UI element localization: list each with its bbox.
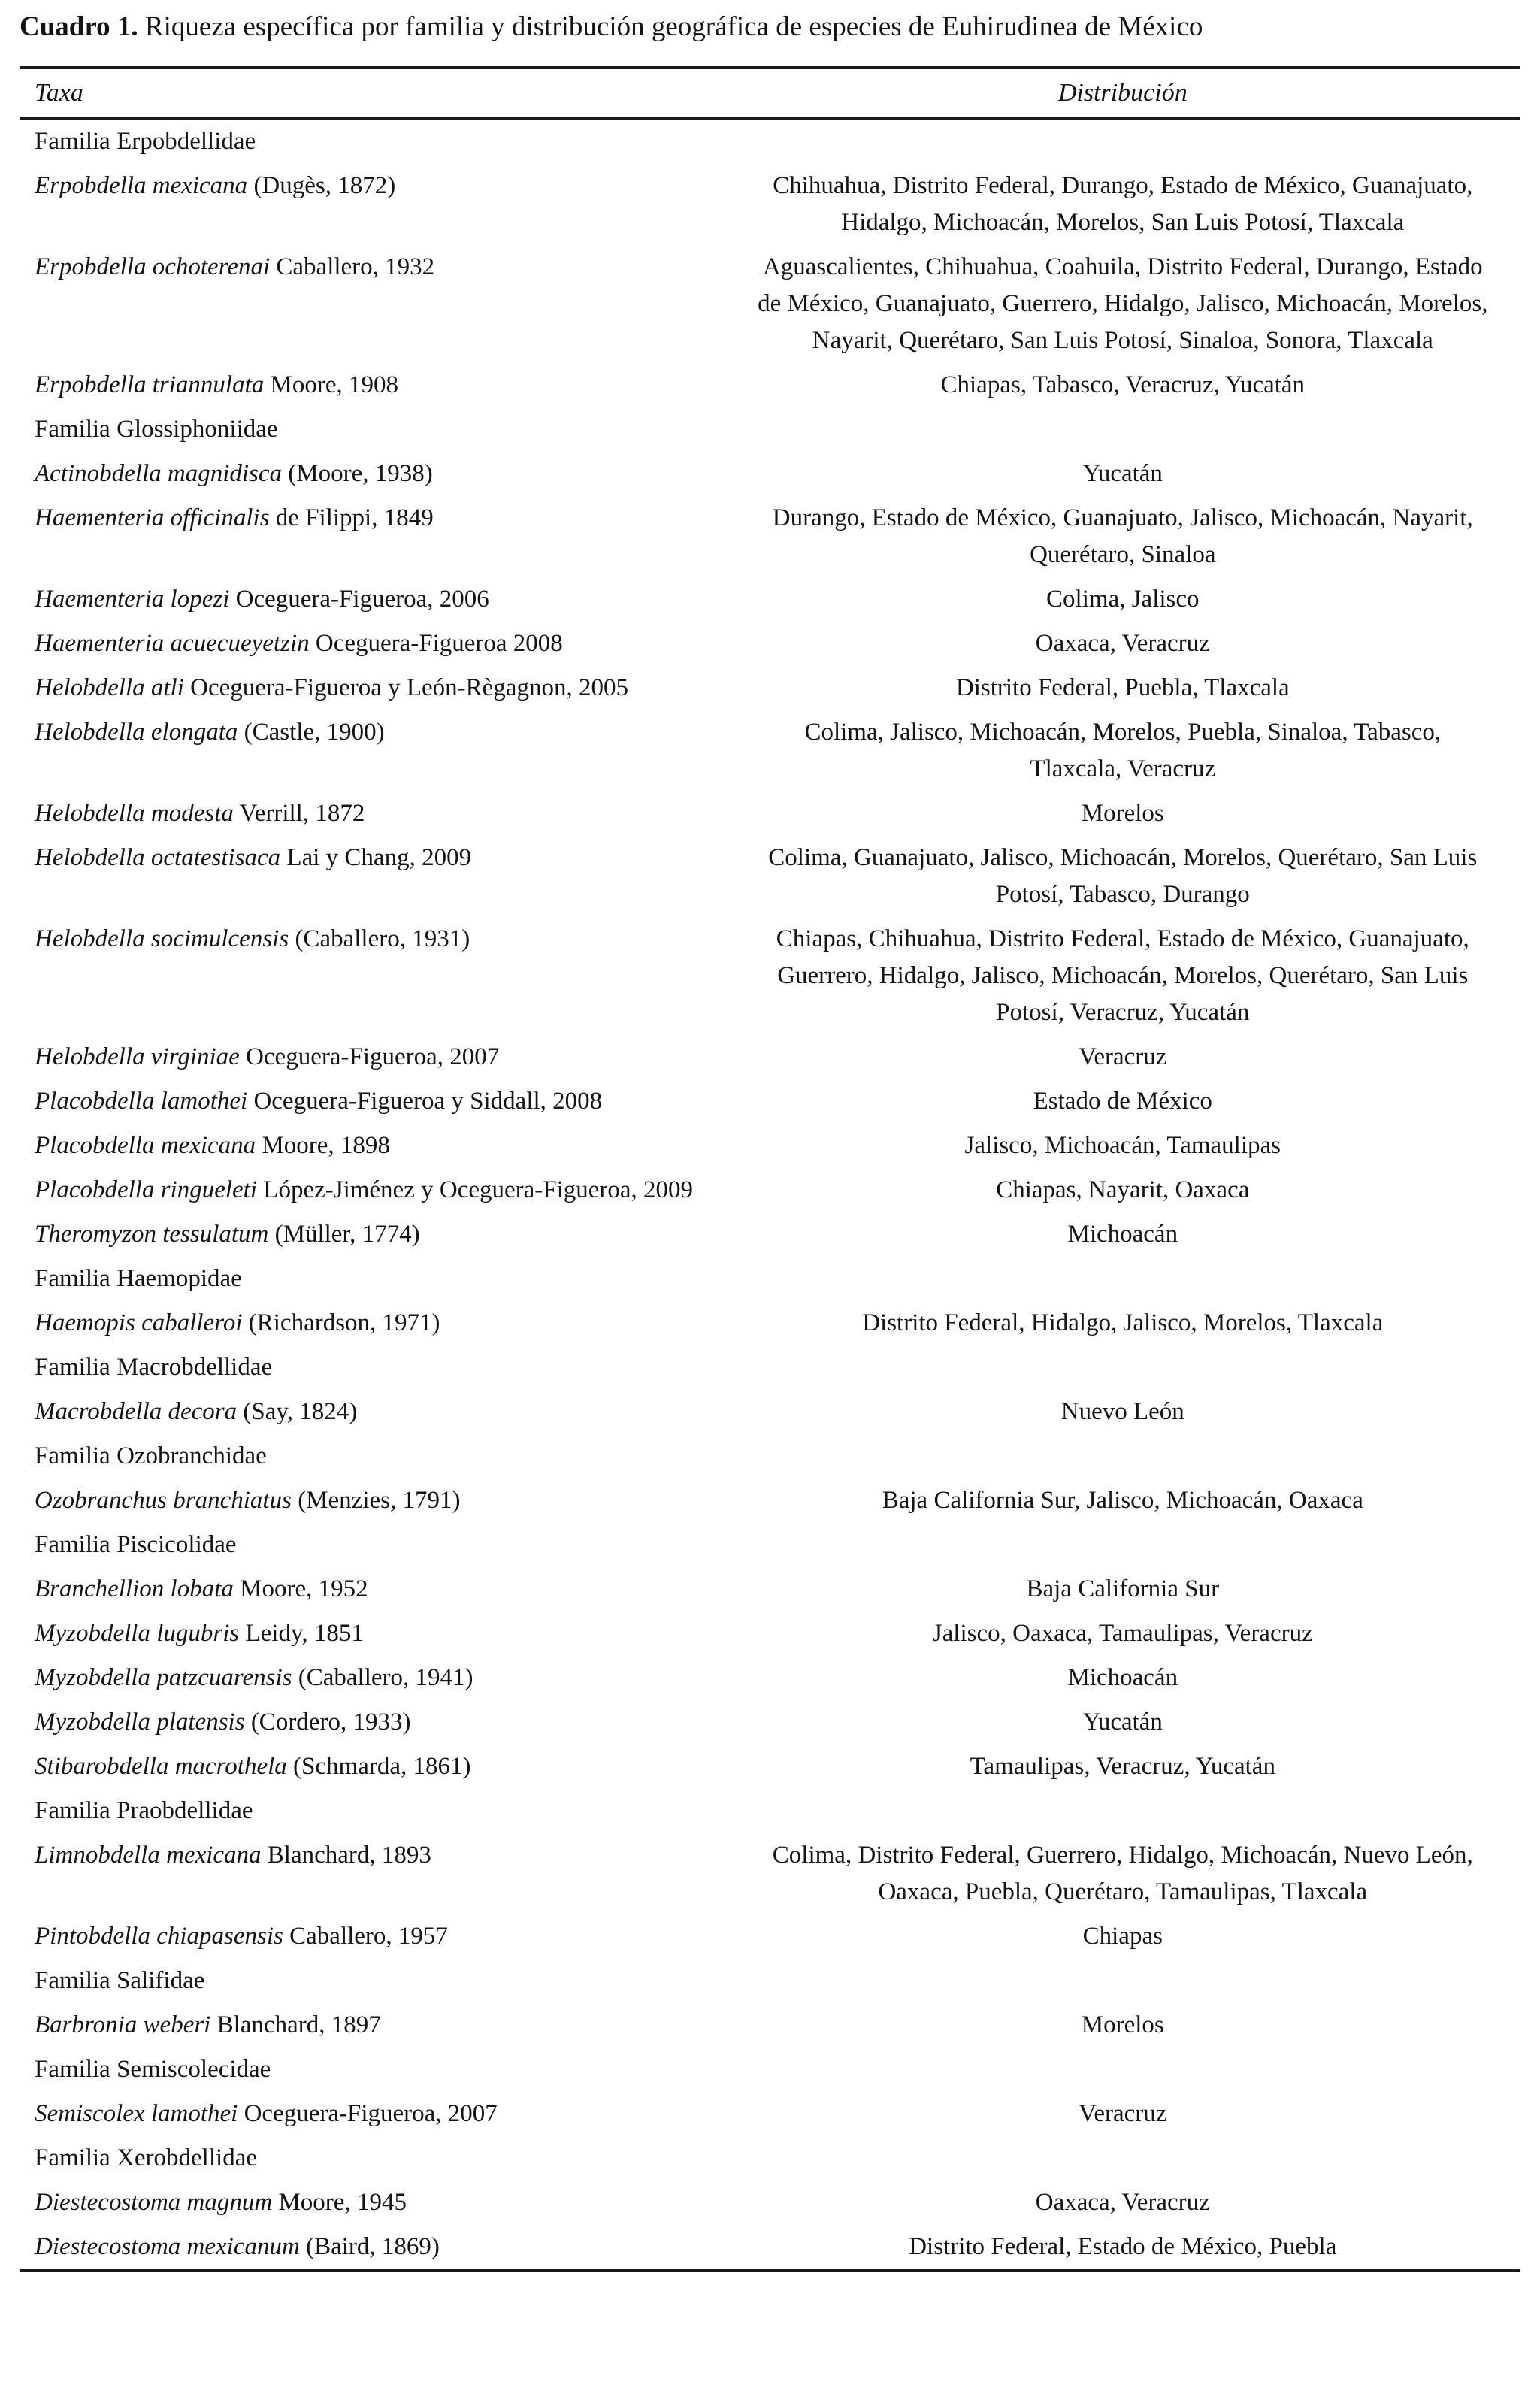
table-caption <box>20 0 1520 45</box>
species-name: Diestecostoma mexicanum <box>35 2233 300 2260</box>
species-name: Helobdella socimulcensis <box>35 925 289 952</box>
taxa-cell <box>20 2225 725 2271</box>
species-name: Placobdella lamothei <box>35 1088 248 1115</box>
species-row <box>20 1612 1520 1656</box>
taxa-authority: (Menzies, 1791) <box>291 1487 461 1514</box>
species-row <box>20 2181 1520 2225</box>
taxa-authority: Oceguera-Figueroa y Siddall, 2008 <box>247 1088 603 1115</box>
table-head <box>20 68 1520 118</box>
species-name: Myzobdella platensis <box>35 1708 245 1736</box>
species-row <box>20 666 1520 710</box>
distribution-cell <box>725 1434 1520 1478</box>
taxa-authority: Caballero, 1957 <box>283 1923 448 1950</box>
species-row <box>20 496 1520 577</box>
taxa-cell <box>20 164 725 245</box>
taxa-cell <box>20 1700 725 1745</box>
species-name: Limnobdella mexicana <box>35 1842 262 1869</box>
taxa-cell <box>20 1833 725 1914</box>
taxa-cell <box>20 496 725 577</box>
species-name: Branchellion lobata <box>35 1575 234 1602</box>
taxa-authority: Familia Erpobdellidae <box>35 128 256 155</box>
taxa-authority: Familia Piscicolidae <box>35 1531 237 1558</box>
species-name: Haementeria officinalis <box>35 504 270 531</box>
distribution-cell <box>725 1257 1520 1301</box>
taxa-authority: Lai y Chang, 2009 <box>280 844 472 871</box>
species-name: Erpobdella ochoterenai <box>35 253 271 280</box>
distribution-cell: Nuevo León <box>1060 1398 1184 1425</box>
species-row <box>20 622 1520 666</box>
distribution-cell: Veracruz <box>1079 2100 1167 2127</box>
taxa-cell <box>20 710 725 791</box>
taxa-authority: Oceguera-Figueroa, 2007 <box>239 1043 500 1070</box>
family-row <box>20 1789 1520 1833</box>
family-row <box>20 118 1520 164</box>
taxa-authority: Oceguera-Figueroa, 2006 <box>229 586 489 613</box>
distribution-cell: Aguascalientes, Chihuahua, Coahuila, Distrito Federal, Durango, Estado de México, Guanajuato, Guerrero, Hidalgo, Jalisco, Michoacán, Morelos, Nayarit, Querétaro, San Luis Potosí, Sinaloa, Sonora, Tlaxcala <box>758 253 1488 354</box>
distribution-cell: Michoacán <box>1067 1664 1178 1691</box>
species-name: Haemopis caballeroi <box>35 1309 243 1336</box>
taxa-authority: (Caballero, 1931) <box>289 925 470 952</box>
distribution-cell <box>725 1789 1520 1833</box>
species-row <box>20 1390 1520 1434</box>
taxa-column-header: Taxa <box>20 68 725 118</box>
taxa-authority: de Filippi, 1849 <box>269 504 434 531</box>
distribution-cell <box>725 2136 1520 2181</box>
taxa-authority: (Richardson, 1971) <box>242 1309 440 1336</box>
taxa-cell <box>20 1345 725 1390</box>
species-row <box>20 1700 1520 1745</box>
distribucion-column-header: Distribución <box>725 68 1520 118</box>
taxa-authority: Familia Xerobdellidae <box>35 2144 257 2171</box>
taxa-authority: (Cordero, 1933) <box>244 1708 411 1736</box>
distribution-cell <box>725 407 1520 452</box>
distribution-cell: Estado de México <box>1033 1088 1212 1115</box>
species-row <box>20 2225 1520 2271</box>
table-caption-number: Cuadro 1. <box>20 11 138 42</box>
family-row <box>20 2136 1520 2181</box>
taxa-cell <box>20 1168 725 1212</box>
species-name: Haementeria acuecueyetzin <box>35 630 310 657</box>
family-row <box>20 407 1520 452</box>
species-name: Placobdella mexicana <box>35 1132 256 1159</box>
taxa-authority: Familia Ozobranchidae <box>35 1442 267 1469</box>
taxa-cell <box>20 1079 725 1124</box>
taxa-cell <box>20 1656 725 1700</box>
taxa-cell <box>20 1124 725 1168</box>
taxa-authority: Familia Praobdellidae <box>35 1797 253 1824</box>
species-row <box>20 1914 1520 1959</box>
taxa-cell <box>20 1478 725 1523</box>
taxa-authority: Familia Glossiphoniidae <box>35 416 278 443</box>
taxa-authority: (Castle, 1900) <box>238 719 385 746</box>
family-row <box>20 1959 1520 2003</box>
taxa-cell <box>20 791 725 836</box>
distribution-cell: Colima, Guanajuato, Jalisco, Michoacán, Morelos, Querétaro, San Luis Potosí, Tabasco, Durango <box>768 844 1478 908</box>
species-row <box>20 1124 1520 1168</box>
taxa-cell <box>20 1257 725 1301</box>
taxa-cell <box>20 1789 725 1833</box>
distribution-cell: Distrito Federal, Puebla, Tlaxcala <box>955 674 1290 701</box>
species-row <box>20 1745 1520 1789</box>
species-row <box>20 2092 1520 2136</box>
species-name: Actinobdella magnidisca <box>35 460 283 487</box>
taxa-authority: Oceguera-Figueroa y León-Règagnon, 2005 <box>183 674 628 701</box>
family-row <box>20 2047 1520 2092</box>
taxa-cell <box>20 577 725 622</box>
family-row <box>20 1434 1520 1478</box>
distribution-cell: Veracruz <box>1079 1043 1167 1070</box>
species-row <box>20 577 1520 622</box>
species-name: Placobdella ringueleti <box>35 1176 258 1203</box>
distribution-cell: Jalisco, Oaxaca, Tamaulipas, Veracruz <box>932 1620 1313 1647</box>
taxa-cell <box>20 2003 725 2047</box>
distribution-cell: Colima, Jalisco <box>1046 586 1200 613</box>
taxa-cell <box>20 836 725 917</box>
species-row <box>20 1035 1520 1079</box>
taxa-cell <box>20 1212 725 1257</box>
taxa-cell <box>20 2092 725 2136</box>
distribution-cell: Oaxaca, Veracruz <box>1035 630 1210 657</box>
species-name: Stibarobdella macrothela <box>35 1753 287 1780</box>
species-name: Helobdella modesta <box>35 800 234 827</box>
species-name: Erpobdella mexicana <box>35 172 248 199</box>
taxa-cell <box>20 1959 725 2003</box>
species-name: Pintobdella chiapasensis <box>35 1923 283 1950</box>
distribution-cell: Colima, Distrito Federal, Guerrero, Hidalgo, Michoacán, Nuevo León, Oaxaca, Puebla, Querétaro, Tamaulipas, Tlaxcala <box>772 1842 1473 1905</box>
taxa-authority: (Say, 1824) <box>237 1398 358 1425</box>
distribution-cell: Colima, Jalisco, Michoacán, Morelos, Puebla, Sinaloa, Tabasco, Tlaxcala, Veracruz <box>804 719 1442 782</box>
species-name: Helobdella atli <box>35 674 184 701</box>
taxa-cell <box>20 363 725 407</box>
taxa-authority: Familia Macrobdellidae <box>35 1354 273 1381</box>
family-row <box>20 1257 1520 1301</box>
distribution-cell: Chiapas, Chihuahua, Distrito Federal, Estado de México, Guanajuato, Guerrero, Hidalgo, Jalisco, Michoacán, Morelos, Querétaro, San Luis Potosí, Veracruz, Yucatán <box>776 925 1469 1026</box>
species-name: Macrobdella decora <box>35 1398 238 1425</box>
species-name: Helobdella elongata <box>35 719 238 746</box>
distribution-cell <box>725 1345 1520 1390</box>
taxa-authority: (Schmarda, 1861) <box>286 1753 471 1780</box>
species-row <box>20 1079 1520 1124</box>
taxa-cell <box>20 622 725 666</box>
distribution-cell: Michoacán <box>1067 1221 1178 1248</box>
species-row <box>20 710 1520 791</box>
distribution-cell: Chiapas, Tabasco, Veracruz, Yucatán <box>940 371 1306 398</box>
species-row <box>20 1833 1520 1914</box>
taxa-authority: Blanchard, 1897 <box>210 2011 381 2038</box>
taxa-authority: Familia Semiscolecidae <box>35 2056 271 2083</box>
distribution-cell: Baja California Sur, Jalisco, Michoacán, Oaxaca <box>882 1487 1363 1514</box>
taxa-cell <box>20 666 725 710</box>
species-row <box>20 245 1520 363</box>
species-row <box>20 791 1520 836</box>
distribution-cell: Chiapas, Nayarit, Oaxaca <box>996 1176 1250 1203</box>
taxa-authority: Verrill, 1872 <box>233 800 365 827</box>
distribution-cell: Distrito Federal, Hidalgo, Jalisco, Morelos, Tlaxcala <box>862 1309 1384 1336</box>
taxa-authority: Moore, 1945 <box>272 2189 407 2216</box>
taxa-cell <box>20 407 725 452</box>
taxa-authority: Familia Salifidae <box>35 1967 205 1994</box>
taxa-cell <box>20 1523 725 1567</box>
taxa-authority: Moore, 1908 <box>264 371 398 398</box>
taxa-cell <box>20 118 725 164</box>
taxa-authority: (Müller, 1774) <box>268 1221 420 1248</box>
species-row <box>20 1567 1520 1612</box>
taxa-cell <box>20 1434 725 1478</box>
distribution-cell: Durango, Estado de México, Guanajuato, Jalisco, Michoacán, Nayarit, Querétaro, Sinaloa <box>772 504 1473 568</box>
distribution-cell: Morelos <box>1081 2011 1164 2038</box>
taxa-authority: Familia Haemopidae <box>35 1265 242 1292</box>
taxa-cell <box>20 1745 725 1789</box>
taxa-authority: Moore, 1898 <box>256 1132 390 1159</box>
distribution-cell: Baja California Sur <box>1026 1575 1220 1602</box>
distribution-cell: Chiapas <box>1082 1923 1163 1950</box>
taxa-authority: (Caballero, 1941) <box>292 1664 473 1691</box>
species-distribution-table <box>20 66 1520 2272</box>
taxa-cell <box>20 2181 725 2225</box>
distribution-cell <box>725 1959 1520 2003</box>
species-row <box>20 1301 1520 1345</box>
taxa-cell <box>20 245 725 363</box>
species-name: Haementeria lopezi <box>35 586 230 613</box>
species-row <box>20 363 1520 407</box>
species-name: Helobdella octatestisaca <box>35 844 281 871</box>
taxa-authority: Blanchard, 1893 <box>261 1842 431 1869</box>
species-row <box>20 1168 1520 1212</box>
taxa-cell <box>20 1914 725 1959</box>
species-row <box>20 917 1520 1035</box>
taxa-authority: Caballero, 1932 <box>270 253 435 280</box>
distribution-cell: Jalisco, Michoacán, Tamaulipas <box>964 1132 1281 1159</box>
species-row <box>20 1656 1520 1700</box>
species-row <box>20 1212 1520 1257</box>
taxa-cell <box>20 1301 725 1345</box>
distribution-cell: Yucatán <box>1082 460 1163 487</box>
taxa-authority: Moore, 1952 <box>233 1575 368 1602</box>
header-row <box>20 68 1520 118</box>
species-name: Diestecostoma magnum <box>35 2189 273 2216</box>
distribution-cell <box>725 1523 1520 1567</box>
species-name: Theromyzon tessulatum <box>35 1221 269 1248</box>
distribution-cell: Yucatán <box>1082 1708 1163 1736</box>
taxa-cell <box>20 1567 725 1612</box>
taxa-cell <box>20 2047 725 2092</box>
distribution-cell: Chihuahua, Distrito Federal, Durango, Estado de México, Guanajuato, Hidalgo, Michoacán, Morelos, San Luis Potosí, Tlaxcala <box>773 172 1473 236</box>
distribution-cell: Tamaulipas, Veracruz, Yucatán <box>970 1753 1275 1780</box>
species-name: Myzobdella patzcuarensis <box>35 1664 292 1691</box>
taxa-authority: López-Jiménez y Oceguera-Figueroa, 2009 <box>257 1176 694 1203</box>
taxa-authority: Leidy, 1851 <box>239 1620 364 1647</box>
taxa-cell <box>20 2136 725 2181</box>
species-row <box>20 452 1520 496</box>
distribution-cell <box>725 118 1520 164</box>
distribution-cell <box>725 2047 1520 2092</box>
taxa-cell <box>20 452 725 496</box>
species-name: Barbronia weberi <box>35 2011 211 2038</box>
table-caption-text: Riqueza específica por familia y distribución geográfica de especies de Euhirudinea de México <box>138 11 1203 42</box>
taxa-authority: Oceguera-Figueroa, 2007 <box>238 2100 498 2127</box>
species-row <box>20 836 1520 917</box>
taxa-cell <box>20 1035 725 1079</box>
taxa-cell <box>20 1390 725 1434</box>
family-row <box>20 1523 1520 1567</box>
taxa-cell <box>20 917 725 1035</box>
taxa-authority: (Dugès, 1872) <box>247 172 396 199</box>
table-body <box>20 118 1520 2271</box>
distribution-cell: Morelos <box>1081 800 1164 827</box>
species-name: Helobdella virginiae <box>35 1043 240 1070</box>
species-row <box>20 2003 1520 2047</box>
taxa-authority: (Moore, 1938) <box>282 460 433 487</box>
species-row <box>20 164 1520 245</box>
species-row <box>20 1478 1520 1523</box>
species-name: Myzobdella lugubris <box>35 1620 240 1647</box>
taxa-cell <box>20 1612 725 1656</box>
taxa-authority: (Baird, 1869) <box>299 2233 440 2260</box>
species-name: Ozobranchus branchiatus <box>35 1487 292 1514</box>
taxa-authority: Oceguera-Figueroa 2008 <box>309 630 563 657</box>
species-name: Semiscolex lamothei <box>35 2100 238 2127</box>
species-name: Erpobdella triannulata <box>35 371 265 398</box>
distribution-cell: Oaxaca, Veracruz <box>1035 2189 1210 2216</box>
distribution-cell: Distrito Federal, Estado de México, Puebla <box>909 2233 1337 2260</box>
family-row <box>20 1345 1520 1390</box>
